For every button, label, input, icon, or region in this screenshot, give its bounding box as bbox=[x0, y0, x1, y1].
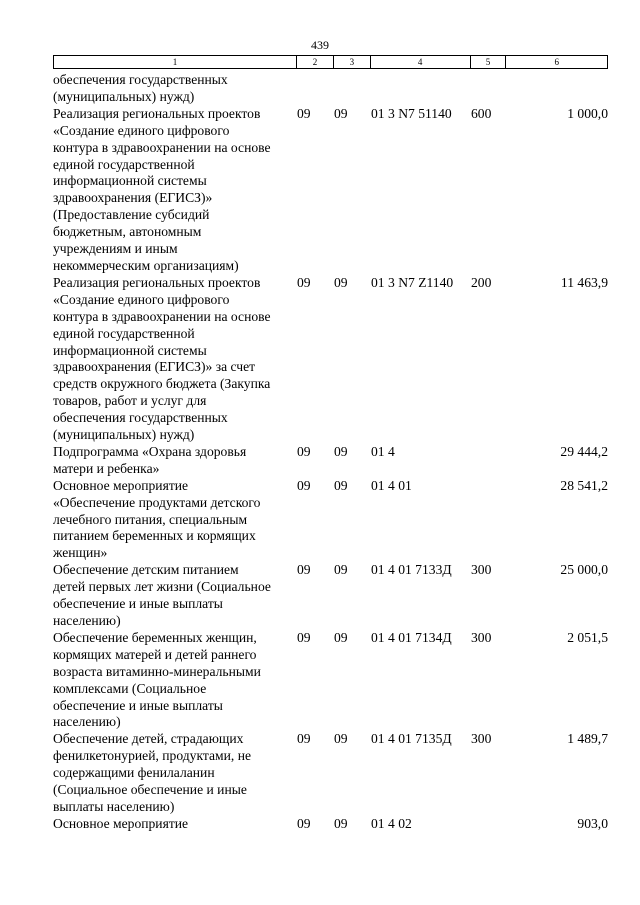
row-section: 09 bbox=[297, 105, 311, 121]
table-row bbox=[53, 630, 608, 731]
row-expense-type: 300 bbox=[471, 731, 492, 747]
row-target-code bbox=[371, 72, 471, 106]
row-name: Обеспечение детей, страдающих фенилкетонурией, продуктами, не содержащими фенилаланин (Социальное обеспечение и иные выплаты населению) bbox=[53, 731, 252, 814]
row-section: 09 bbox=[297, 443, 311, 459]
row-subsection: 09 bbox=[334, 815, 348, 831]
row-section: 09 bbox=[297, 477, 311, 493]
row-expense-type bbox=[471, 816, 507, 833]
row-amount: 25 000,0 bbox=[560, 562, 608, 578]
table-row bbox=[53, 478, 608, 563]
row-section: 09 bbox=[297, 562, 311, 578]
row-target-code: 01 4 01 7134Д bbox=[371, 629, 452, 645]
table-row bbox=[53, 444, 608, 478]
row-amount: 2 051,5 bbox=[567, 629, 608, 645]
row-expense-type: 200 bbox=[471, 274, 492, 290]
row-subsection: 09 bbox=[334, 105, 348, 121]
row-amount: 1 000,0 bbox=[567, 105, 608, 121]
row-target-code: 01 4 01 7133Д bbox=[371, 562, 452, 578]
table-body bbox=[53, 72, 608, 833]
row-subsection bbox=[334, 72, 371, 106]
column-header-3: 3 bbox=[334, 56, 371, 68]
table-header bbox=[53, 55, 608, 69]
row-subsection: 09 bbox=[334, 731, 348, 747]
row-section: 09 bbox=[297, 815, 311, 831]
row-amount: 1 489,7 bbox=[567, 731, 608, 747]
row-target-code: 01 4 02 bbox=[371, 815, 412, 831]
row-expense-type bbox=[471, 444, 507, 478]
table-row bbox=[53, 275, 608, 444]
table-row bbox=[53, 562, 608, 630]
column-header-6: 6 bbox=[554, 57, 559, 67]
row-subsection: 09 bbox=[334, 443, 348, 459]
column-header-1: 1 bbox=[54, 56, 297, 68]
row-section: 09 bbox=[297, 731, 311, 747]
row-subsection: 09 bbox=[334, 274, 348, 290]
row-subsection: 09 bbox=[334, 562, 348, 578]
row-amount: 903,0 bbox=[577, 815, 608, 831]
column-header-5: 5 bbox=[471, 56, 507, 68]
row-expense-type bbox=[471, 478, 507, 563]
table-row bbox=[53, 731, 608, 816]
column-header-4: 4 bbox=[371, 56, 471, 68]
table-row bbox=[53, 106, 608, 275]
row-target-code: 01 4 01 7135Д bbox=[371, 731, 452, 747]
table-row bbox=[53, 72, 608, 106]
row-name: Подпрограмма «Охрана здоровья матери и ребенка» bbox=[53, 443, 247, 476]
row-target-code: 01 3 N7 51140 bbox=[371, 105, 452, 121]
row-expense-type: 300 bbox=[471, 562, 492, 578]
row-expense-type bbox=[471, 72, 507, 106]
row-expense-type: 600 bbox=[471, 105, 492, 121]
page-number: 439 bbox=[311, 38, 329, 52]
row-section bbox=[297, 72, 334, 106]
row-expense-type: 300 bbox=[471, 629, 492, 645]
row-amount: 29 444,2 bbox=[560, 443, 608, 459]
row-amount: 11 463,9 bbox=[560, 274, 608, 290]
row-subsection: 09 bbox=[334, 629, 348, 645]
row-amount: 28 541,2 bbox=[560, 477, 608, 493]
row-name: Основное мероприятие bbox=[53, 815, 189, 831]
row-section: 09 bbox=[297, 629, 311, 645]
row-section: 09 bbox=[297, 274, 311, 290]
row-name: Обеспечение беременных женщин, кормящих матерей и детей раннего возраста витаминно-минеральными комплексами (Социальное обеспечение и иные выплаты населению) bbox=[53, 629, 261, 730]
row-name: Реализация региональных проектов «Создание единого цифрового контура в здравоохранении на основе единой государственной информационной системы здравоохранения (ЕГИСЗ)» за счет средств окружного бюджета (Закупка товаров, работ и услуг для обеспечения государственных (муниципальных) нужд) bbox=[53, 274, 271, 443]
row-target-code: 01 4 01 bbox=[371, 477, 412, 493]
row-name: Основное мероприятие «Обеспечение продуктами детского лечебного питания, специальным питанием беременных и кормящих женщин» bbox=[53, 477, 261, 561]
row-target-code: 01 4 bbox=[371, 443, 395, 459]
row-subsection: 09 bbox=[334, 477, 348, 493]
table-row bbox=[53, 816, 608, 833]
column-header-2: 2 bbox=[297, 56, 334, 68]
row-target-code: 01 3 N7 Z1140 bbox=[371, 274, 454, 290]
row-name: Обеспечение детским питанием детей первых лет жизни (Социальное обеспечение и иные выплаты населению) bbox=[53, 562, 271, 628]
row-name: Реализация региональных проектов «Создание единого цифрового контура в здравоохранении на основе единой государственной информационной системы здравоохранения (ЕГИСЗ)» (Предоставление субсидий бюджетным, автономным учреждениям и иным некоммерческим организациям) bbox=[53, 105, 271, 273]
row-name: обеспечения государственных (муниципальных) нужд) bbox=[53, 72, 228, 104]
row-amount bbox=[507, 72, 608, 106]
